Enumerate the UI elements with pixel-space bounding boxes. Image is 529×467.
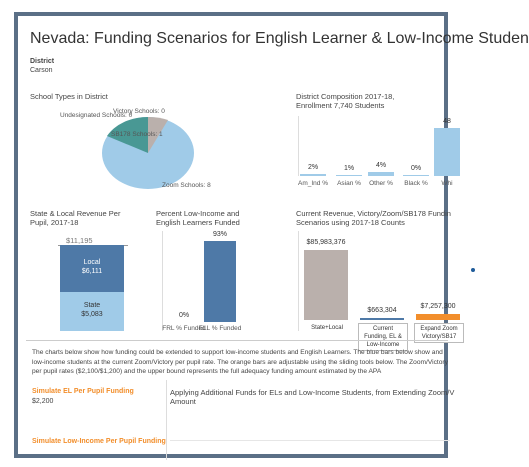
additional-axis xyxy=(170,440,450,441)
pie-label-sb178: SB178 Schools: 1 xyxy=(111,131,163,138)
composition-category-label: Am_Ind % xyxy=(298,180,328,187)
pie-label-victory: Victory Schools: 0 xyxy=(113,108,165,115)
composition-title-2: Enrollment 7,740 Students xyxy=(296,101,385,110)
revenue-local-value: $6,111 xyxy=(81,268,103,276)
percent-title-2: English Learners Funded xyxy=(156,218,240,227)
composition-category-label: Whi xyxy=(441,180,453,187)
percent-title-1: Percent Low-Income and xyxy=(156,209,240,218)
explanation-text: The charts below show how funding could be extended to support low-income students and English Learners. The blue bars below show and low-income students at the current Zoom/Victory per pupil rate. The orange bars are adjustable using the sliding tools below. The Zoom/Victory per pupil rates ($2,100/$1,200) and the upper bound represents the full adequacy funding amount estimated by the APA xyxy=(32,349,448,375)
school-types-title: School Types in District xyxy=(30,92,108,101)
pie-label-undesignated: Undesignated Schools: 0 xyxy=(60,112,133,119)
composition-category-label: Asian % xyxy=(337,180,361,187)
composition-bar[interactable] xyxy=(368,172,394,176)
simulate-li-label: Simulate Low-Income Per Pupil Funding xyxy=(32,438,166,445)
school-types-pie[interactable] xyxy=(98,114,198,192)
composition-bar[interactable] xyxy=(403,175,429,176)
current-revenue-bar[interactable] xyxy=(416,314,460,320)
current-revenue-value-label: $85,983,376 xyxy=(306,239,346,246)
composition-bar[interactable] xyxy=(336,175,362,176)
revenue-title-2: Pupil, 2017-18 xyxy=(30,218,79,227)
composition-bar[interactable] xyxy=(300,174,326,176)
revenue-total: $11,195 xyxy=(66,236,93,245)
revenue-state-name: State xyxy=(83,302,101,310)
percent-axis xyxy=(162,231,163,331)
scroll-dot xyxy=(471,268,475,272)
simulate-divider xyxy=(166,380,167,460)
composition-value-label: 4% xyxy=(375,162,387,169)
dashboard-frame xyxy=(14,12,529,458)
composition-value-label: 0% xyxy=(410,165,422,172)
district-label: District xyxy=(30,58,55,65)
current-revenue-value-label: $663,304 xyxy=(367,307,397,314)
revenue-title-1: State & Local Revenue Per xyxy=(30,209,121,218)
percent-value-label: 0% xyxy=(178,312,190,319)
composition-value-label: 2% xyxy=(307,164,319,171)
composition-bar[interactable] xyxy=(434,128,460,176)
current-revenue-bar[interactable] xyxy=(304,250,348,320)
percent-category-label: FRL % Funded xyxy=(162,325,206,332)
composition-value-label: 1% xyxy=(343,165,355,172)
composition-category-label: Other % xyxy=(369,180,393,187)
current-title-2: Scenarios using 2017-18 Counts xyxy=(296,218,405,227)
current-revenue-bar[interactable] xyxy=(360,318,404,320)
simulate-el-value[interactable]: $2,200 xyxy=(32,398,54,405)
current-revenue-category-label: State+Local xyxy=(302,323,352,333)
simulate-el-label: Simulate EL Per Pupil Funding xyxy=(32,388,134,395)
current-title-1: Current Revenue, Victory/Zoom/SB178 Fundin xyxy=(296,209,451,218)
current-revenue-category-label: Current Funding, EL & Low-Income xyxy=(358,323,408,351)
pie-label-zoom: Zoom Schools: 8 xyxy=(162,182,211,189)
current-revenue-category-label: Expand Zoom Victory/SB17 xyxy=(414,323,464,343)
current-revenue-value-label: $7,257,300 xyxy=(420,303,456,311)
composition-category-label: Black % xyxy=(404,180,428,187)
revenue-state-value: $5,083 xyxy=(81,311,103,319)
page-title: Nevada: Funding Scenarios for English Learner & Low-Income Studen xyxy=(30,30,529,47)
composition-value-label: 48 xyxy=(443,118,451,125)
composition-title-1: District Composition 2017-18, xyxy=(296,92,395,101)
additional-title-1: Applying Additional Funds for ELs and Low-Income Students, from Extending Zoom/V xyxy=(170,388,455,397)
revenue-local-name: Local xyxy=(83,259,101,267)
percent-category-label: ELL % Funded xyxy=(198,325,242,332)
additional-title-2: Amount xyxy=(170,397,196,406)
section-divider xyxy=(26,340,448,341)
percent-value-label: 93% xyxy=(212,231,227,239)
percent-bar[interactable] xyxy=(204,241,236,322)
district-value[interactable]: Carson xyxy=(30,67,53,74)
current-axis xyxy=(298,231,299,331)
